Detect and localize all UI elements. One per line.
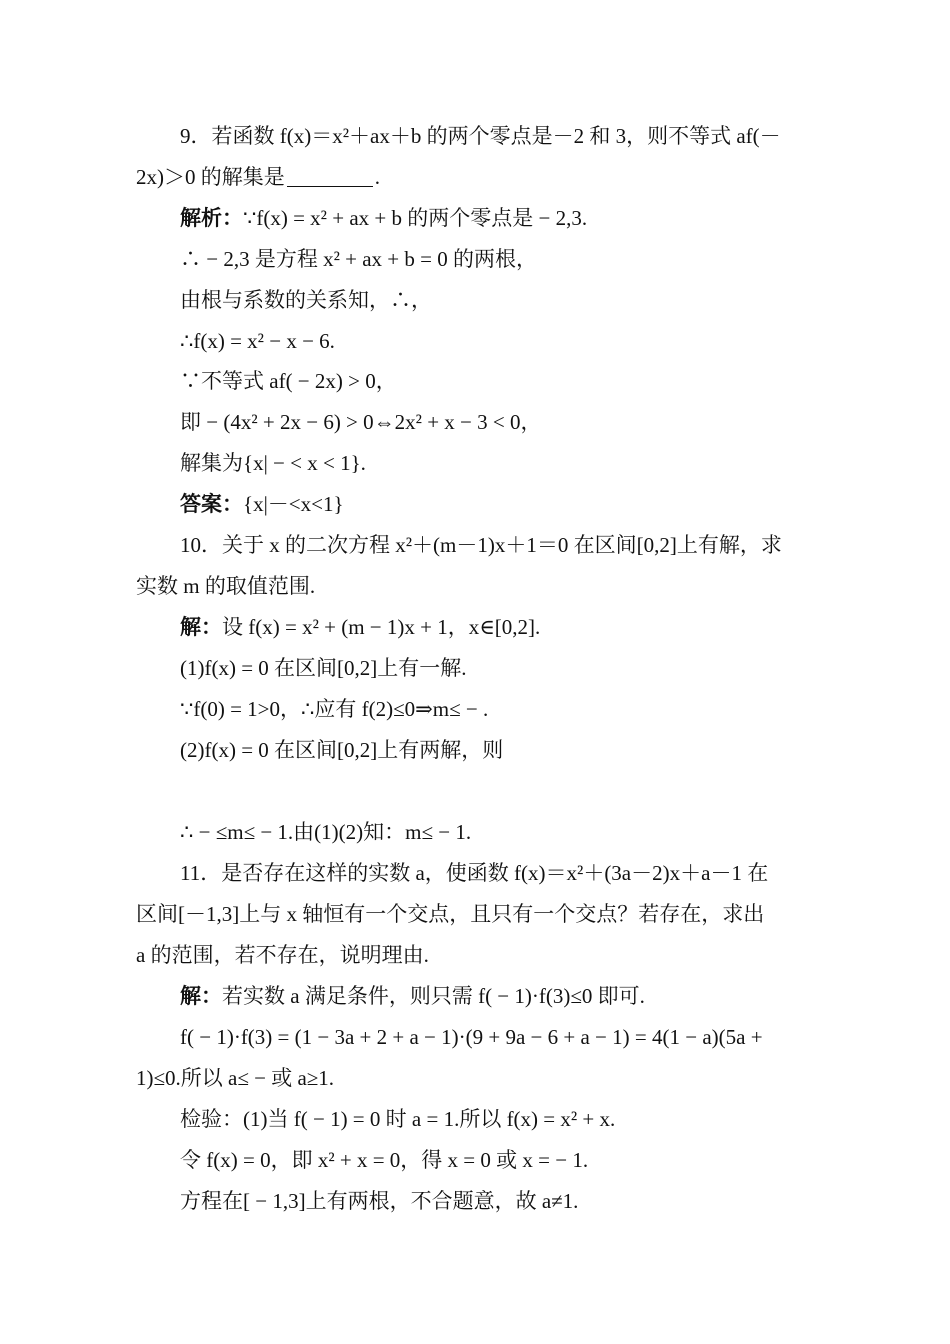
analysis-label: 解析： — [180, 206, 243, 230]
q9-step-5: 即 − (4x² + 2x − 6) > 0⇔2x² + x − 3 < 0， — [180, 410, 542, 434]
q9-answer-line: 答案：{x|－<x<1} — [180, 492, 344, 516]
q11-line-2: 区间[－1,3]上与 x 轴恒有一个交点，且只有一个交点？若存在，求出 — [136, 902, 765, 926]
q10-step-2: ∵f(0) = 1>0，∴应有 f(2)≤0⇒m≤ − . — [180, 697, 489, 721]
q10-line-2: 实数 m 的取值范围. — [136, 574, 316, 598]
q11-step-2: 1)≤0.所以 a≤ − 或 a≥1. — [136, 1066, 335, 1090]
q9-step-6: 解集为{x| − < x < 1}. — [180, 451, 366, 475]
q10-line-1: 10．关于 x 的二次方程 x²＋(m－1)x＋1＝0 在区间[0,2]上有解，求 — [180, 533, 782, 557]
solution-label-2: 解： — [180, 984, 222, 1008]
q11-line-1: 11．是否存在这样的实数 a，使函数 f(x)＝x²＋(3a－2)x＋a－1 在 — [180, 861, 769, 885]
solution-label: 解： — [180, 615, 222, 639]
q11-step-5: 方程在[ − 1,3]上有两根，不合题意，故 a≠1. — [180, 1189, 579, 1213]
q10-solution-line: 解：设 f(x) = x² + (m − 1)x + 1，x∈[0,2]. — [180, 615, 541, 639]
q10-step-3: (2)f(x) = 0 在区间[0,2]上有两解，则 — [180, 738, 504, 762]
q11-step-1: f( − 1)·f(3) = (1 − 3a + 2 + a − 1)·(9 + 9a − 6 + a − 1) = 4(1 − a)(5a + — [180, 1025, 763, 1049]
q11-line-3: a 的范围，若不存在，说明理由. — [136, 943, 429, 967]
q10-step-1: (1)f(x) = 0 在区间[0,2]上有一解. — [180, 656, 467, 680]
q9-step-3: ∴f(x) = x² − x − 6. — [180, 329, 335, 353]
q9-step-4: ∵不等式 af( − 2x) > 0， — [180, 369, 397, 393]
q11-solution-line: 解：若实数 a 满足条件，则只需 f( − 1)·f(3)≤0 即可. — [180, 984, 645, 1008]
q9-step-2: 由根与系数的关系知，∴， — [180, 288, 432, 312]
q9-step-1: ∴ − 2,3 是方程 x² + ax + b = 0 的两根， — [180, 247, 537, 271]
q10-step-4: ∴ − ≤m≤ − 1.由(1)(2)知：m≤ − 1. — [180, 820, 472, 844]
q11-step-4: 令 f(x) = 0，即 x² + x = 0，得 x = 0 或 x = − 1. — [180, 1148, 589, 1172]
q9-line-1: 9．若函数 f(x)＝x²＋ax＋b 的两个零点是－2 和 3，则不等式 af(－ — [180, 124, 781, 148]
q9-analysis-line: 解析：∵f(x) = x² + ax + b 的两个零点是 − 2,3. — [180, 206, 588, 230]
answer-blank — [287, 166, 373, 187]
q11-step-3: 检验：(1)当 f( − 1) = 0 时 a = 1.所以 f(x) = x² + x. — [180, 1107, 616, 1131]
answer-label: 答案： — [180, 492, 243, 516]
q9-line-2-text: 2x)＞0 的解集是 — [136, 165, 285, 189]
q9-line-2: 2x)＞0 的解集是 . — [136, 165, 380, 189]
